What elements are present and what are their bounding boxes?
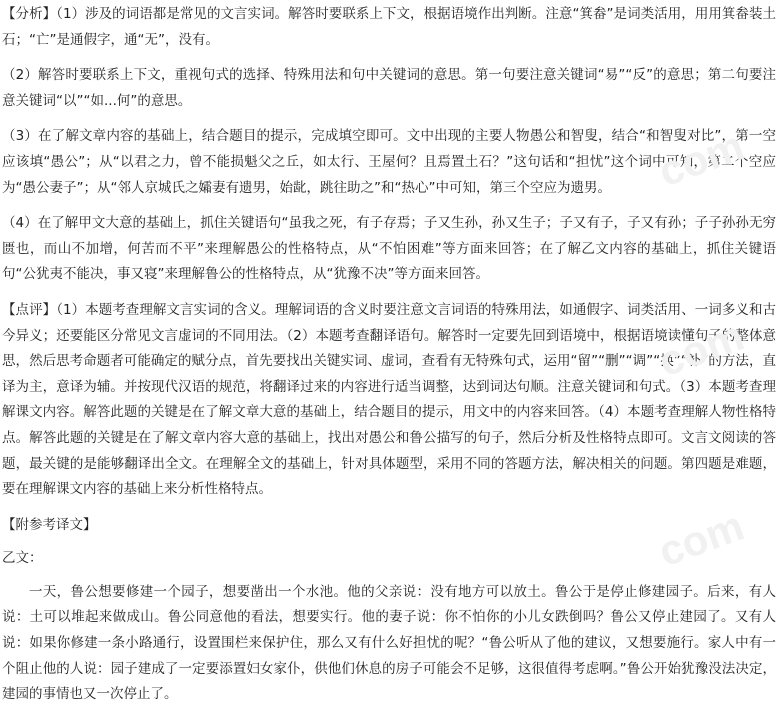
translation-text: 一天，鲁公想要修建一个园子，想要凿出一个水池。他的父亲说：没有地方可以放土。鲁公于是停止修建园子。后来，有人说：土可以堆起来做成山。鲁公同意他的看法，想要实行。他的妻子说：你不怕你的小儿女跌倒吗？鲁公又停止建园了。又有人说：如果你修建一条小路通行，设置围栏来保护住，那么又有什么好担忧的呢？“鲁公听从了他的建议，又想要施行。家人中有一个阻止他的人说：园子建成了一定要添置妇女家仆，供他们休息的房子可能会不足够，这很值得考虑啊。”鲁公开始犹豫没法决定，建园的事情也又一次停止了。 <box>2 583 776 703</box>
analysis-paragraph-3: （3）在了解文章内容的基础上，结合题目的提示，完成填空即可。文中出现的主要人物愚公和智叟，结合“和智叟对比”，第一空应该填“愚公”；从“以君之力，曾不能损魁父之丘，如太行、王屋何？且焉置土石？”这句话和“担忧”这个词中可知，第二个空应为“愚公妻子”；从“邻人京城氏之孀妻有遗男，始龀，跳往助之”和“热心”中可知，第三个空应为遗男。 <box>2 128 776 196</box>
comment-text: （1）本题考查理解文言实词的含义。理解词语的含义时要注意文言词语的特殊用法，如通假字、词类活用、一词多义和古今异义；还要能区分常见文言虚词的不同用法。（2）本题考查翻译语句。解答时一定要先回到语境中，根据语境读懂句子的整体意思，然后思考命题者可能确定的赋分点，首先要找出关键实词、虚词，查看有无特殊句式，运用“留”“删”“调”“换”“补”的方法，直译为主，意译为辅。并按现代汉语的规范，将翻译过来的内容进行适当调整，达到词达句顺。注意关键词和句式。（3）本题考查理解课文内容。解答此题的关键是在了解文章大意的基础上，结合题目的提示，用文中的内容来回答。（4）本题考查理解人物性格特点。解答此题的关键是在了解文章内容大意的基础上，找出对愚公和鲁公描写的句子，然后分析及性格特点即可。文言文阅读的答题，最关键的是能够翻译出全文。在理解全文的基础上，针对具体题型，采用不同的答题方法，解决相关的问题。第四题是难题，要在理解课文内容的基础上来分析性格特点。 <box>2 301 776 498</box>
analysis-tag: 【分析】 <box>2 6 57 22</box>
watermark: com <box>652 311 750 386</box>
analysis-text-1: （1）涉及的词语都是常见的文言实词。解答时要联系上下文，根据语境作出判断。注意“箕畚”是词类活用，用用箕畚装土石；“亡”是通假字，通“无”，没有。 <box>2 6 777 48</box>
watermark: com <box>652 121 750 196</box>
translation-heading: 【附参考译文】 <box>2 516 97 533</box>
analysis-paragraph-4: （4）在了解甲文大意的基础上，抓住关键语句“虽我之死，有子存焉；子又生孙，孙又生子；子又有子，子又有孙；子子孙孙无穷匮也，而山不加增，何苦而不平”来理解愚公的性格特点，从“不怕困难”等方面来回答；在了解乙文内容的基础上，抓住关键语句“公犹夷不能决，事又寝”来理解鲁公的性格特点，从“犹豫不决”等方面来回答。 <box>2 215 776 283</box>
comment-paragraph <box>2 298 776 503</box>
comment-tag: 【点评】 <box>2 301 57 318</box>
translation-subheading: 乙文： <box>2 550 43 567</box>
analysis-paragraph-1 <box>2 2 776 53</box>
analysis-paragraph-2: （2）解答时要联系上下文，重视句式的选择、特殊用法和句中关键词的意思。第一句要注意关键词“易”“反”的意思；第二句要注意关键词“以”“如...何”的意思。 <box>2 67 776 109</box>
watermark: com <box>652 501 750 576</box>
